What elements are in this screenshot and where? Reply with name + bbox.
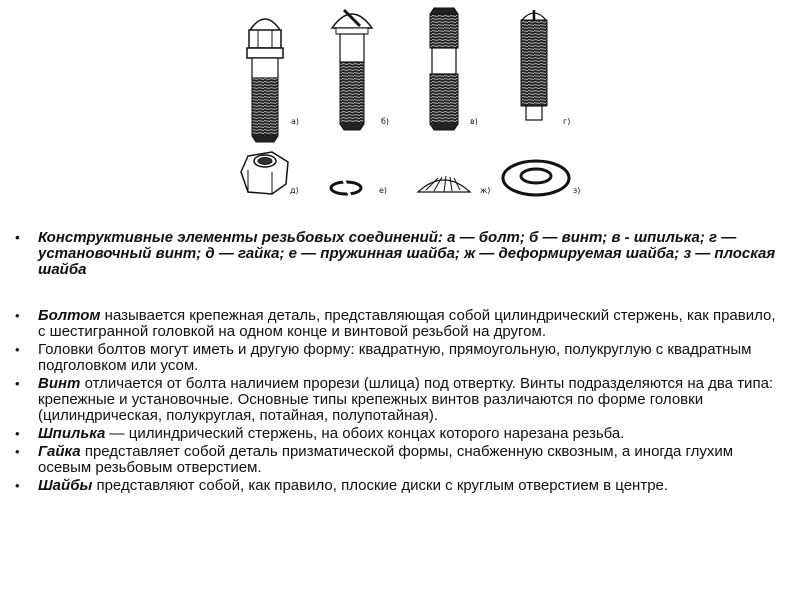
label-e: е) [379,186,388,195]
term: Шпилька [38,425,106,442]
bullet-icon: • [15,478,20,493]
fasteners-figure [0,0,800,215]
term: Шайбы [38,477,93,494]
definition: отличается от болта наличием прорези (шлица) под отвертку. Винты подразделяются на два типа: крепежные и установочные. Основные типы крепежных винтов различаются по форме головки (цилиндрическая, полукруглая, потайная, полупотайная). [38,375,774,424]
label-z: з) [573,186,581,195]
stud-drawing [430,8,458,130]
fasteners-drawing [0,0,800,215]
label-a: а) [291,117,300,126]
flat-washer-drawing [503,161,569,195]
list-item [14,308,784,340]
definition: представляет собой деталь призматической формы, снабженную сквозным, а иногда глухим осевым резьбовым отверстием. [38,443,734,476]
bullet-icon: • [15,230,20,245]
caption-text: Конструктивные элементы резьбовых соединений: а — болт; б — винт; в - шпилька; г — установочный винт; д — гайка; е — пружинная шайба; ж — деформируемая шайба; з — плоская шайба [38,229,776,278]
label-d: д) [290,186,299,195]
figure-caption [14,230,784,278]
label-v: в) [470,117,478,126]
text-content [14,230,784,496]
label-g: г) [563,117,571,126]
definition: представляют собой, как правило, плоские диски с круглым отверстием в центре. [92,477,669,494]
nut-drawing [241,152,288,194]
definition: называется крепежная деталь, представляющая собой цилиндрический стержень, как правило, с шестигранной головкой на одном конце и винтовой резьбой на другом. [38,307,776,340]
definition: — цилиндрический стержень, на обоих концах которого нарезана резьба. [105,425,625,442]
bolt-drawing [247,19,283,142]
list-item [14,426,784,442]
label-zh: ж) [480,186,491,195]
bullet-icon: • [15,426,20,441]
bullet-icon: • [15,444,20,459]
term: Болтом [38,307,101,324]
definition: Головки болтов могут иметь и другую форму: квадратную, прямоугольную, полукруглую с квадратным подголовком или усом. [38,341,752,374]
bullet-icon: • [15,376,20,391]
deformable-washer-drawing [418,176,470,192]
list-item [14,342,784,374]
list-item [14,376,784,424]
list-item [14,478,784,494]
list-item [14,444,784,476]
bullet-icon: • [15,308,20,323]
label-b: б) [381,117,390,126]
spring-washer-drawing [331,180,361,196]
term: Гайка [38,443,81,460]
screw-drawing [332,10,372,130]
term: Винт [38,375,81,392]
bullet-icon: • [15,342,20,357]
set-screw-drawing [521,10,547,120]
